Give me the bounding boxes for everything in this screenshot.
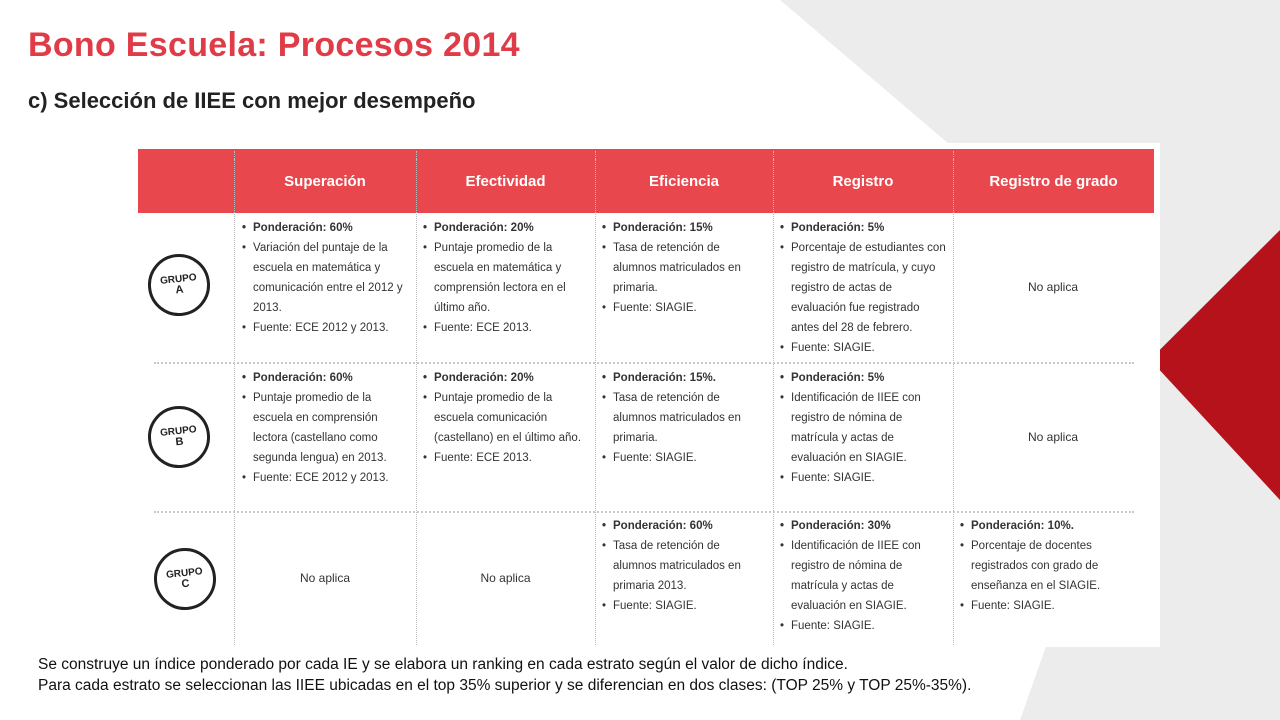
cell-c-efectividad: No aplica: [480, 571, 531, 585]
list-item: • Fuente: SIAGIE.: [780, 616, 948, 636]
list-item: • Fuente: SIAGIE.: [602, 298, 766, 318]
header-eficiencia: Eficiencia: [648, 172, 720, 190]
list-item: • Fuente: ECE 2013.: [423, 318, 587, 338]
footer-notes: [38, 654, 1258, 696]
cell-a-efectividad: [423, 218, 587, 338]
table-header-row: [138, 149, 1154, 213]
cell-b-efectividad: [423, 368, 587, 468]
group-c-badge: [151, 545, 219, 613]
group-a-badge: [145, 251, 213, 319]
group-badge-word: GRUPO: [159, 272, 198, 287]
group-b-badge: [145, 403, 213, 471]
list-item: • Fuente: SIAGIE.: [602, 596, 766, 616]
group-badge-letter: A: [174, 283, 185, 297]
footer-line-2: Para cada estrato se seleccionan las IIEE ubicadas en el top 35% superior y se diferencian en dos clases: (TOP 25% y TOP 25%-35%).: [38, 677, 972, 694]
group-badge-word: GRUPO: [159, 424, 198, 439]
list-item: • Fuente: ECE 2013.: [423, 448, 587, 468]
list-item: • Tasa de retención de alumnos matriculados en primaria 2013.: [602, 536, 766, 596]
header-registro-de-grado: Registro de grado: [989, 172, 1118, 190]
list-item: • Fuente: SIAGIE.: [960, 596, 1146, 616]
list-item: • Variación del puntaje de la escuela en matemática y comunicación entre el 2012 y 2013.: [242, 238, 414, 318]
list-item: • Ponderación: 20%: [423, 218, 587, 238]
header-registro: Registro: [832, 172, 894, 190]
cell-b-eficiencia: [602, 368, 766, 468]
page-title: Bono Escuela: Procesos 2014: [28, 26, 520, 64]
list-item: • Identificación de IIEE con registro de nómina de matrícula y actas de evaluación en SIAGIE.: [780, 536, 948, 616]
cell-a-superacion: [242, 218, 414, 338]
list-item: • Ponderación: 15%: [602, 218, 766, 238]
cell-a-registro-de-grado: No aplica: [1027, 280, 1079, 294]
list-item: • Puntaje promedio de la escuela comunicación (castellano) en el último año.: [423, 388, 587, 448]
header-superacion: Superación: [284, 172, 366, 190]
list-item: • Identificación de IIEE con registro de nómina de matrícula y actas de evaluación en SIAGIE.: [780, 388, 948, 468]
page-subtitle: c) Selección de IIEE con mejor desempeño: [28, 88, 476, 113]
list-item: • Ponderación: 15%.: [602, 368, 766, 388]
column-divider: [595, 151, 596, 645]
list-item: • Puntaje promedio de la escuela en comprensión lectora (castellano como segunda lengua) en 2013.: [242, 388, 414, 468]
cell-c-superacion: No aplica: [299, 571, 351, 585]
list-item: • Fuente: ECE 2012 y 2013.: [242, 468, 414, 488]
list-item: • Fuente: ECE 2012 y 2013.: [242, 318, 414, 338]
list-item: • Ponderación: 60%: [242, 218, 414, 238]
list-item: • Ponderación: 5%: [780, 368, 948, 388]
list-item: • Fuente: SIAGIE.: [780, 338, 948, 358]
column-divider: [773, 151, 774, 645]
list-item: • Ponderación: 5%: [780, 218, 948, 238]
list-item: • Tasa de retención de alumnos matriculados en primaria.: [602, 238, 766, 298]
list-item: • Puntaje promedio de la escuela en matemática y comprensión lectora en el último año.: [423, 238, 587, 318]
list-item: • Porcentaje de docentes registrados con grado de enseñanza en el SIAGIE.: [960, 536, 1146, 596]
criteria-table: [132, 143, 1160, 647]
list-item: • Ponderación: 20%: [423, 368, 587, 388]
footer-line-1: Se construye un índice ponderado por cada IE y se elabora un ranking en cada estrato según el valor de dicho índice.: [38, 656, 848, 673]
group-badge-word: GRUPO: [165, 566, 204, 581]
list-item: • Ponderación: 60%: [242, 368, 414, 388]
list-item: • Ponderación: 60%: [602, 516, 766, 536]
cell-a-registro: [780, 218, 948, 358]
cell-b-superacion: [242, 368, 414, 488]
group-badge-letter: C: [180, 577, 191, 591]
list-item: • Ponderación: 10%.: [960, 516, 1146, 536]
header-efectividad: Efectividad: [465, 172, 546, 190]
list-item: • Fuente: SIAGIE.: [780, 468, 948, 488]
cell-b-registro: [780, 368, 948, 488]
cell-c-registro: [780, 516, 948, 636]
list-item: • Tasa de retención de alumnos matriculados en primaria.: [602, 388, 766, 448]
cell-b-registro-de-grado: No aplica: [1027, 430, 1079, 444]
cell-c-registro-de-grado: [960, 516, 1146, 616]
list-item: • Fuente: SIAGIE.: [602, 448, 766, 468]
list-item: • Ponderación: 30%: [780, 516, 948, 536]
group-badge-letter: B: [174, 435, 185, 449]
list-item: • Porcentaje de estudiantes con registro de matrícula, y cuyo registro de actas de evaluación fue registrado antes del 28 de febrero.: [780, 238, 948, 338]
cell-a-eficiencia: [602, 218, 766, 318]
cell-c-eficiencia: [602, 516, 766, 616]
